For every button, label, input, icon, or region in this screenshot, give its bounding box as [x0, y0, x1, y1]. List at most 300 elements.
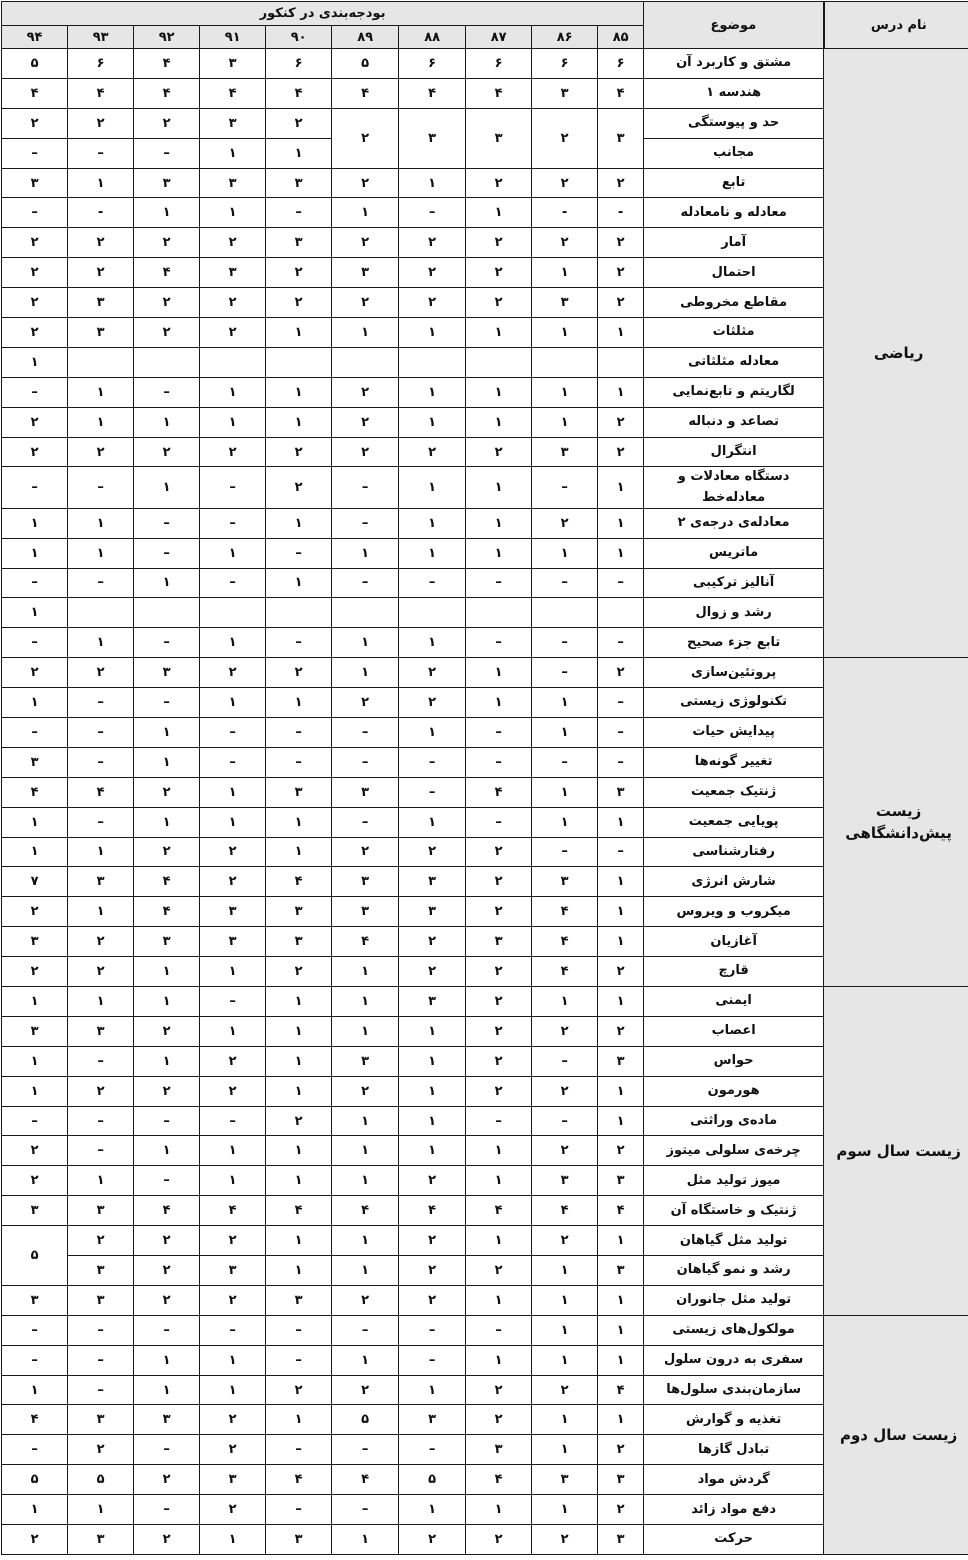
count-cell: ۱ — [2, 987, 68, 1017]
count-cell: ۱ — [134, 198, 200, 228]
count-cell: ۱ — [200, 1136, 266, 1166]
count-cell: – — [332, 467, 399, 508]
table-row — [2, 1375, 968, 1405]
count-cell: ۱ — [532, 987, 598, 1017]
topic-name: سازمان‌بندی سلول‌ها — [644, 1375, 824, 1405]
count-cell: ۲ — [2, 897, 68, 927]
count-cell — [134, 347, 200, 377]
count-cell — [399, 347, 466, 377]
count-cell: – — [2, 1435, 68, 1465]
topic-name: تصاعد و دنباله — [644, 407, 824, 437]
count-cell: ۲ — [532, 228, 598, 258]
count-cell: – — [134, 628, 200, 658]
count-cell: ۳ — [68, 867, 134, 897]
table-row — [2, 1046, 968, 1076]
count-cell: ۱ — [134, 957, 200, 987]
count-cell: ۲ — [598, 437, 644, 467]
count-cell: ۳ — [332, 1046, 399, 1076]
count-cell: ۲ — [2, 407, 68, 437]
count-cell: – — [2, 467, 68, 508]
count-cell: ۶ — [399, 49, 466, 79]
count-cell: ۱ — [598, 1106, 644, 1136]
count-cell: ۲ — [332, 407, 399, 437]
count-cell: ۴ — [598, 78, 644, 108]
table-row — [2, 288, 968, 318]
topic-name: مجانب — [644, 138, 824, 168]
count-cell: ۱ — [266, 1136, 332, 1166]
count-cell: ۳ — [134, 927, 200, 957]
count-cell: ۲ — [399, 228, 466, 258]
count-cell: ۱ — [532, 407, 598, 437]
table-row — [2, 1495, 968, 1525]
count-cell: ۱ — [399, 628, 466, 658]
count-cell: ۶ — [266, 49, 332, 79]
count-cell: ۶ — [598, 49, 644, 79]
count-cell: ۲ — [200, 867, 266, 897]
count-cell: ۱ — [134, 807, 200, 837]
count-cell: ۱ — [466, 407, 532, 437]
table-row — [2, 658, 968, 688]
count-cell: ۱ — [466, 377, 532, 407]
topic-name: پروتئین‌سازی — [644, 658, 824, 688]
count-cell: ۲ — [2, 258, 68, 288]
count-cell: – — [200, 987, 266, 1017]
count-cell: ۱ — [266, 377, 332, 407]
count-cell: ۱ — [134, 1136, 200, 1166]
count-cell: ۴ — [2, 777, 68, 807]
count-cell: ۳ — [68, 1016, 134, 1046]
count-cell: ۱ — [2, 1076, 68, 1106]
count-cell: ۱ — [532, 807, 598, 837]
topic-name: دفع مواد زائد — [644, 1495, 824, 1525]
count-cell: – — [332, 568, 399, 598]
table-row — [2, 1256, 968, 1286]
count-cell: – — [598, 717, 644, 747]
count-cell: – — [266, 198, 332, 228]
count-cell: ۲ — [466, 1046, 532, 1076]
count-cell — [68, 347, 134, 377]
count-cell: ۱ — [2, 1046, 68, 1076]
count-cell: ۱ — [2, 837, 68, 867]
count-cell: ۲ — [200, 318, 266, 348]
count-cell: ۵ — [332, 1405, 399, 1435]
count-cell: ۴ — [332, 78, 399, 108]
count-cell: ۲ — [68, 258, 134, 288]
count-cell: – — [68, 1345, 134, 1375]
count-cell: ۱ — [399, 467, 466, 508]
count-cell: ۱ — [68, 628, 134, 658]
count-cell: ۲ — [68, 658, 134, 688]
count-cell: ۱ — [2, 598, 68, 628]
count-cell: ۲ — [2, 228, 68, 258]
topic-name: معادله‌ی درجه‌ی ۲ — [644, 508, 824, 538]
count-cell: - — [598, 198, 644, 228]
count-cell: ۵ — [2, 1465, 68, 1495]
topic-name: میوز تولید مثل — [644, 1166, 824, 1196]
count-cell: ۳ — [134, 658, 200, 688]
year-header: ۹۰ — [266, 26, 332, 49]
count-cell: ۲ — [200, 288, 266, 318]
count-cell: ۱ — [68, 377, 134, 407]
table-row — [2, 49, 968, 79]
count-cell: ۱ — [466, 1345, 532, 1375]
topic-name: تابع — [644, 168, 824, 198]
count-cell: – — [332, 1495, 399, 1525]
header-row-top — [2, 2, 968, 26]
count-cell: ۱ — [598, 508, 644, 538]
count-cell: ۱ — [134, 987, 200, 1017]
count-cell: ۴ — [332, 927, 399, 957]
count-cell: ۲ — [200, 228, 266, 258]
count-cell: ۲ — [134, 1285, 200, 1315]
count-cell: – — [399, 1315, 466, 1345]
count-cell: ۳ — [399, 1405, 466, 1435]
table-row — [2, 467, 968, 508]
count-cell: ۲ — [2, 318, 68, 348]
count-cell: ۱ — [466, 688, 532, 718]
year-header: ۹۴ — [2, 26, 68, 49]
count-cell: – — [2, 1315, 68, 1345]
count-cell: ۱ — [266, 987, 332, 1017]
count-cell: ۱ — [598, 538, 644, 568]
count-cell: ۱ — [598, 807, 644, 837]
count-cell: ۳ — [134, 168, 200, 198]
count-cell: ۳ — [266, 927, 332, 957]
table-row — [2, 1315, 968, 1345]
topic-name: قارچ — [644, 957, 824, 987]
count-cell: ۲ — [134, 1016, 200, 1046]
count-cell: – — [134, 1495, 200, 1525]
table-row — [2, 1226, 968, 1256]
topic-name: رشد و زوال — [644, 598, 824, 628]
count-cell: ۱ — [598, 1315, 644, 1345]
count-cell: ۴ — [68, 777, 134, 807]
count-cell: ۲ — [399, 1525, 466, 1555]
count-cell: ۲ — [266, 437, 332, 467]
count-cell: – — [332, 508, 399, 538]
count-cell: – — [68, 1315, 134, 1345]
count-cell: ۱ — [266, 1076, 332, 1106]
count-cell: ۲ — [200, 1435, 266, 1465]
count-cell: ۴ — [134, 78, 200, 108]
count-cell: ۲ — [532, 168, 598, 198]
count-cell: ۲ — [2, 1136, 68, 1166]
table-row — [2, 508, 968, 538]
count-cell: ۱ — [2, 1495, 68, 1525]
table-row — [2, 1166, 968, 1196]
count-cell: – — [266, 538, 332, 568]
count-cell: ۱ — [134, 407, 200, 437]
table-row — [2, 437, 968, 467]
count-cell: ۶ — [68, 49, 134, 79]
count-cell: ۲ — [134, 318, 200, 348]
topic-name: گردش مواد — [644, 1465, 824, 1495]
count-cell: ۱ — [598, 987, 644, 1017]
count-cell: ۲ — [134, 1465, 200, 1495]
count-cell: ۱ — [200, 1166, 266, 1196]
count-cell: ۱ — [466, 1226, 532, 1256]
count-cell: ۲ — [532, 1226, 598, 1256]
table-row — [2, 568, 968, 598]
count-cell: – — [2, 628, 68, 658]
table-row — [2, 867, 968, 897]
count-cell: ۱ — [68, 508, 134, 538]
count-cell: ۲ — [399, 437, 466, 467]
count-cell: ۲ — [399, 927, 466, 957]
count-cell: – — [466, 1315, 532, 1345]
count-cell: ۱ — [532, 258, 598, 288]
count-cell: ۴ — [532, 897, 598, 927]
course-header: نام درس — [824, 2, 968, 49]
table-row — [2, 1465, 968, 1495]
count-cell — [200, 347, 266, 377]
count-cell: ۳ — [399, 108, 466, 168]
count-cell: ۳ — [266, 1285, 332, 1315]
count-cell: ۲ — [466, 1016, 532, 1046]
count-cell: ۲ — [2, 1525, 68, 1555]
count-cell: ۳ — [332, 258, 399, 288]
count-cell: ۳ — [134, 1405, 200, 1435]
count-cell: – — [134, 688, 200, 718]
count-cell: – — [200, 717, 266, 747]
count-cell: – — [399, 198, 466, 228]
count-cell: ۲ — [200, 437, 266, 467]
count-cell: ۱ — [68, 1495, 134, 1525]
count-cell: ۳ — [200, 1465, 266, 1495]
topic-name: ژنتیک جمعیت — [644, 777, 824, 807]
count-cell — [68, 598, 134, 628]
count-cell: ۱ — [532, 688, 598, 718]
count-cell: – — [598, 837, 644, 867]
count-cell: ۱ — [134, 1046, 200, 1076]
course-name: زیست پیش‌دانشگاهی — [824, 658, 968, 987]
count-cell: ۴ — [2, 78, 68, 108]
count-cell: ۳ — [2, 1016, 68, 1046]
count-cell: ۴ — [200, 1196, 266, 1226]
count-cell: – — [266, 747, 332, 777]
count-cell: ۲ — [332, 837, 399, 867]
count-cell: ۱ — [399, 168, 466, 198]
count-cell: ۱ — [200, 688, 266, 718]
count-cell: ۱ — [332, 538, 399, 568]
count-cell: ۲ — [466, 1375, 532, 1405]
count-cell: ۱ — [266, 1046, 332, 1076]
budget-table — [1, 1, 968, 1555]
count-cell: ۱ — [266, 318, 332, 348]
count-cell: ۳ — [332, 777, 399, 807]
count-cell: – — [266, 1345, 332, 1375]
count-cell: ۲ — [399, 1256, 466, 1286]
count-cell: ۱ — [200, 957, 266, 987]
count-cell: ۱ — [68, 897, 134, 927]
count-cell: ۲ — [466, 258, 532, 288]
year-header: ۹۳ — [68, 26, 134, 49]
count-cell: – — [266, 717, 332, 747]
count-cell: ۱ — [68, 168, 134, 198]
count-cell: ۲ — [399, 658, 466, 688]
topic-name: معادله مثلثاتی — [644, 347, 824, 377]
count-cell: ۱ — [399, 807, 466, 837]
count-cell: ۱ — [2, 347, 68, 377]
count-cell: ۲ — [532, 1525, 598, 1555]
count-cell: – — [266, 1435, 332, 1465]
count-cell: ۱ — [399, 1495, 466, 1525]
count-cell: ۲ — [598, 288, 644, 318]
count-cell: - — [68, 198, 134, 228]
count-cell: ۲ — [598, 228, 644, 258]
topic-name: تولید مثل گیاهان — [644, 1226, 824, 1256]
count-cell: ۱ — [598, 467, 644, 508]
count-cell: – — [2, 1106, 68, 1136]
count-cell: ۲ — [134, 1256, 200, 1286]
count-cell: ۲ — [68, 228, 134, 258]
count-cell: ۲ — [2, 437, 68, 467]
table-row — [2, 1196, 968, 1226]
count-cell: ۱ — [332, 987, 399, 1017]
count-cell: ۲ — [134, 1076, 200, 1106]
count-cell: ۲ — [134, 228, 200, 258]
count-cell: ۲ — [266, 957, 332, 987]
count-cell: ۲ — [532, 1076, 598, 1106]
count-cell: – — [68, 1375, 134, 1405]
count-cell: – — [2, 138, 68, 168]
count-cell: ۳ — [200, 258, 266, 288]
count-cell: ۲ — [598, 1495, 644, 1525]
count-cell: ۱ — [332, 1345, 399, 1375]
table-body — [2, 49, 968, 1555]
count-cell: ۳ — [200, 897, 266, 927]
count-cell: ۲ — [200, 1046, 266, 1076]
count-cell: ۴ — [532, 1196, 598, 1226]
count-cell: ۴ — [466, 1196, 532, 1226]
count-cell: ۲ — [134, 1226, 200, 1256]
count-cell: ۲ — [332, 108, 399, 168]
count-cell: – — [266, 1495, 332, 1525]
count-cell: ۳ — [466, 1435, 532, 1465]
count-cell: ۱ — [466, 508, 532, 538]
table-row — [2, 987, 968, 1017]
count-cell: ۳ — [466, 108, 532, 168]
count-cell: ۳ — [532, 78, 598, 108]
count-cell: ۱ — [598, 1345, 644, 1375]
count-cell: ۳ — [68, 1525, 134, 1555]
count-cell: ۱ — [532, 1495, 598, 1525]
count-cell: ۱ — [532, 1435, 598, 1465]
count-cell: ۲ — [134, 777, 200, 807]
count-cell: ۱ — [399, 318, 466, 348]
table-row — [2, 1525, 968, 1555]
count-cell: ۳ — [2, 747, 68, 777]
count-cell: ۲ — [200, 1226, 266, 1256]
topic-name: لگاریتم و تابع‌نمایی — [644, 377, 824, 407]
count-cell: ۱ — [200, 777, 266, 807]
count-cell: – — [68, 1106, 134, 1136]
count-cell: ۲ — [466, 957, 532, 987]
count-cell: ۲ — [466, 437, 532, 467]
count-cell: ۱ — [134, 1375, 200, 1405]
count-cell: ۲ — [68, 108, 134, 138]
count-cell: ۴ — [598, 1375, 644, 1405]
count-cell: ۳ — [68, 288, 134, 318]
count-cell: ۱ — [532, 538, 598, 568]
count-cell: – — [399, 1345, 466, 1375]
count-cell: ۱ — [134, 1345, 200, 1375]
count-cell: ۲ — [332, 228, 399, 258]
topic-name: مشتق و کاربرد آن — [644, 49, 824, 79]
count-cell: – — [532, 467, 598, 508]
count-cell: ۲ — [466, 897, 532, 927]
count-cell: ۱ — [399, 1046, 466, 1076]
topic-name: حرکت — [644, 1525, 824, 1555]
topic-name: دستگاه معادلات و معادله‌خط — [644, 467, 824, 508]
count-cell: – — [200, 467, 266, 508]
table-row — [2, 377, 968, 407]
count-cell: ۲ — [200, 1495, 266, 1525]
count-cell: ۱ — [598, 1076, 644, 1106]
count-cell: ۲ — [399, 288, 466, 318]
table-row — [2, 1405, 968, 1435]
count-cell: – — [134, 1166, 200, 1196]
count-cell: ۲ — [134, 837, 200, 867]
topic-name: ماده‌ی وراثتی — [644, 1106, 824, 1136]
count-cell: ۲ — [134, 437, 200, 467]
count-cell: – — [68, 568, 134, 598]
count-cell: ۲ — [466, 867, 532, 897]
count-cell: ۲ — [68, 1226, 134, 1256]
count-cell: ۳ — [266, 897, 332, 927]
count-cell: ۴ — [134, 1196, 200, 1226]
count-cell: ۴ — [332, 1196, 399, 1226]
count-cell: – — [332, 717, 399, 747]
count-cell: ۲ — [466, 1405, 532, 1435]
table-row — [2, 228, 968, 258]
count-cell: ۱ — [332, 198, 399, 228]
count-cell: ۴ — [266, 1196, 332, 1226]
table-row — [2, 108, 968, 138]
count-cell: – — [266, 628, 332, 658]
count-cell: ۲ — [68, 1076, 134, 1106]
count-cell: – — [200, 1315, 266, 1345]
table-row — [2, 1016, 968, 1046]
course-name: زیست سال دوم — [824, 1315, 968, 1554]
table-row — [2, 747, 968, 777]
topic-header: موضوع — [644, 2, 824, 49]
count-cell: ۱ — [399, 538, 466, 568]
count-cell: ۱ — [68, 1166, 134, 1196]
count-cell: ۱ — [266, 1016, 332, 1046]
count-cell: ۱ — [200, 628, 266, 658]
count-cell: ۱ — [68, 538, 134, 568]
count-cell: ۲ — [466, 987, 532, 1017]
count-cell: ۱ — [399, 717, 466, 747]
count-cell: ۲ — [532, 1136, 598, 1166]
count-cell: ۴ — [399, 1196, 466, 1226]
count-cell: ۱ — [399, 1136, 466, 1166]
count-cell: ۱ — [266, 138, 332, 168]
count-cell: – — [2, 717, 68, 747]
count-cell: ۱ — [266, 1166, 332, 1196]
count-cell: ۵ — [332, 49, 399, 79]
count-cell: ۳ — [68, 318, 134, 348]
topic-name: آمار — [644, 228, 824, 258]
count-cell: ۲ — [332, 288, 399, 318]
count-cell: ۱ — [266, 1256, 332, 1286]
count-cell: ۲ — [266, 1375, 332, 1405]
table-row — [2, 628, 968, 658]
count-cell: ۳ — [266, 228, 332, 258]
count-cell: ۱ — [598, 1226, 644, 1256]
count-cell: ۱ — [532, 1405, 598, 1435]
